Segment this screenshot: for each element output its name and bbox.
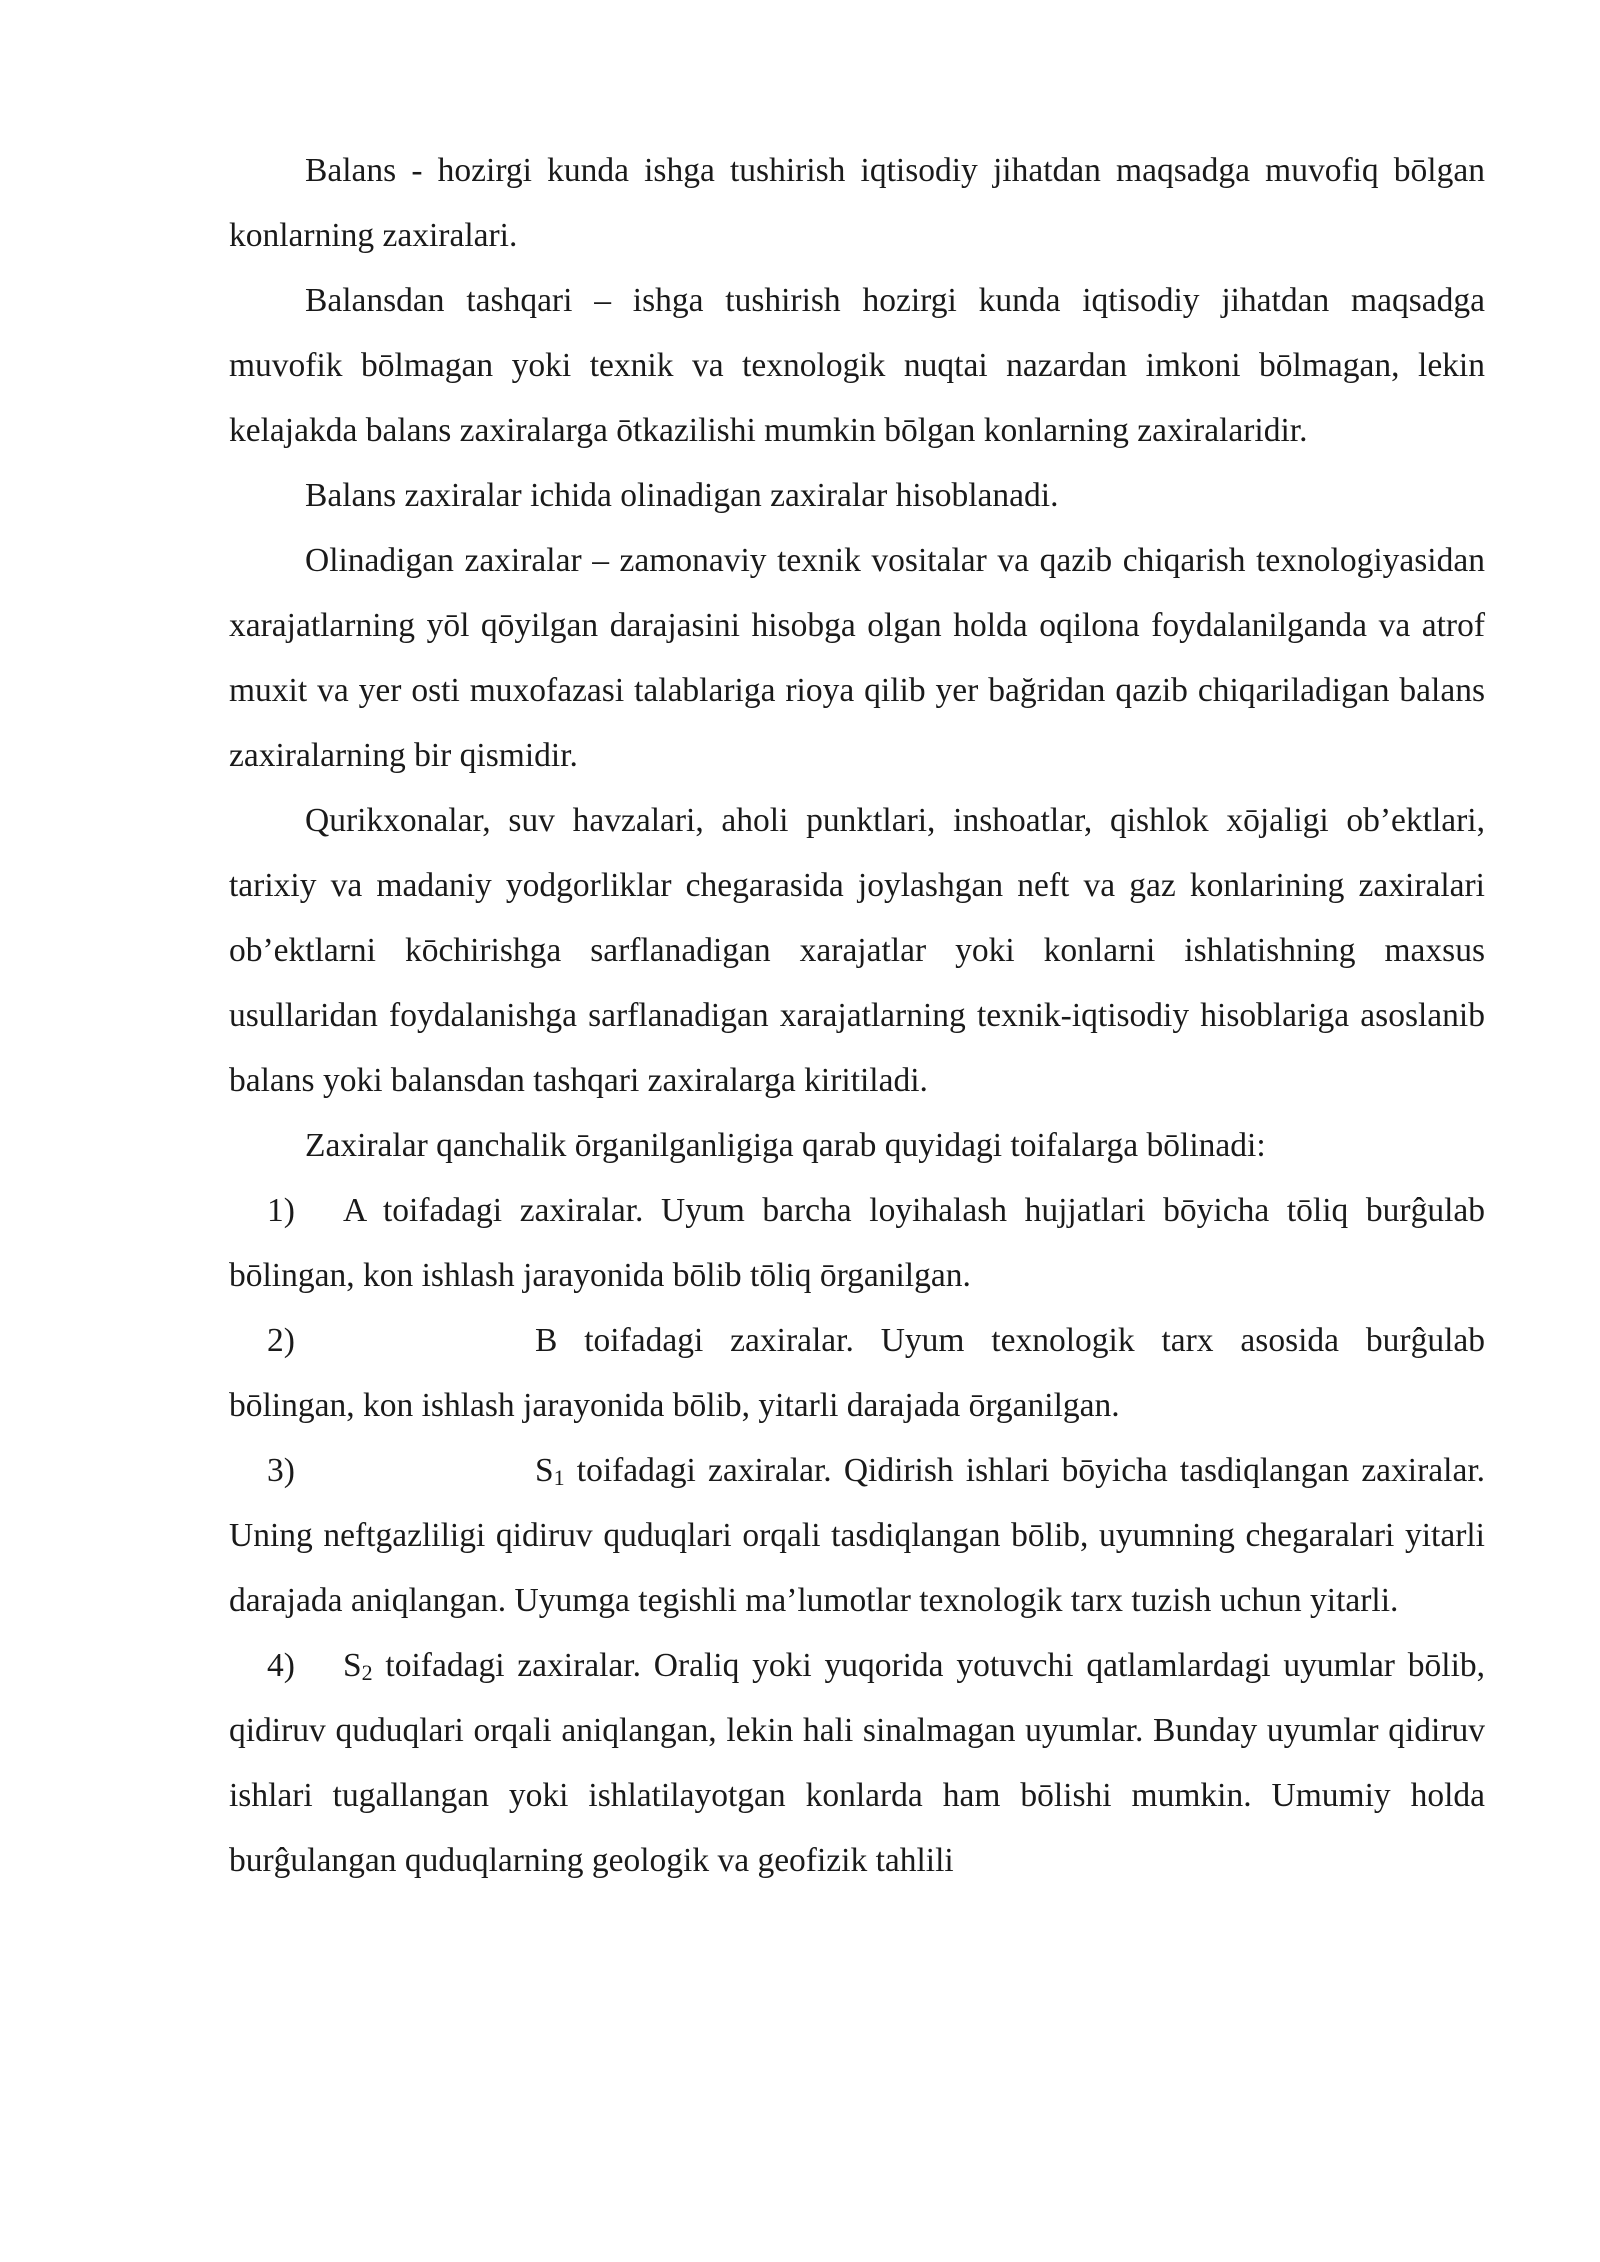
- list-item-a: [229, 1178, 1485, 1308]
- paragraph-qurikxonalar: Qurikxonalar, suv havzalari, aholi punktlari, inshoatlar, qishlok xōjaligi ob’ektlari, tarixiy va madaniy yodgorliklar chegarasida joylashgan neft va gaz konlarining zaxiralari ob’ektlarni kōchirishga sarflanadigan xarajatlar yoki konlarni ishlatishning maxsus usullaridan foydalanishga sarflanadigan xarajatlarning texnik-iqtisodiy hisoblariga asoslanib balans yoki balansdan tashqari zaxiralarga kiritiladi.: [229, 802, 1485, 1099]
- paragraph-balansdan-tashqari: Balansdan tashqari – ishga tushirish hozirgi kunda iqtisodiy jihatdan maqsadga muvofik bōlmagan yoki texnik va texnologik nuqtai nazardan imkoni bōlmagan, lekin kelajakda balans zaxiralarga ōtkazilishi mumkin bōlgan konlarning zaxiralaridir.: [229, 282, 1485, 449]
- list-number: 2): [267, 1322, 295, 1359]
- list-number: 3): [267, 1452, 295, 1489]
- category-letter: S: [343, 1647, 362, 1684]
- category-subscript: 1: [553, 1465, 565, 1490]
- paragraph-balans: Balans - hozirgi kunda ishga tushirish iqtisodiy jihatdan maqsadga muvofiq bōlgan konlarning zaxiralari.: [229, 152, 1485, 254]
- document-page: [229, 138, 1485, 1893]
- list-number: 4): [267, 1647, 295, 1684]
- list-item-text: toifadagi zaxiralar. Uyum texnologik tarx asosida burĝulab bōlingan, kon ishlash jarayonida bōlib, yitarli darajada ōrganilgan.: [229, 1322, 1485, 1424]
- category-letter: B: [535, 1322, 558, 1359]
- list-item-text: toifadagi zaxiralar. Oraliq yoki yuqorida yotuvchi qatlamlardagi uyumlar bōlib, qidiruv quduqlari orqali aniqlangan, lekin hali sinalmagan uyumlar. Bunday uyumlar qidiruv ishlari tugallangan yoki ishlatilayotgan konlarda ham bōlishi mumkin. Umumiy holda burĝulangan quduqlarning geologik va geofizik tahlili: [229, 1647, 1485, 1879]
- paragraph-olinadigan-zaxiralar: Olinadigan zaxiralar – zamonaviy texnik vositalar va qazib chiqarish texnologiyasidan xarajatlarning yōl qōyilgan darajasini hisobga olgan holda oqilona foydalanilganda va atrof muxit va yer osti muxofazasi talablariga rioya qilib yer bağridan qazib chiqariladigan balans zaxiralarning bir qismidir.: [229, 542, 1485, 774]
- list-item-b: [229, 1308, 1485, 1438]
- paragraph-toifalar-intro: Zaxiralar qanchalik ōrganilganligiga qarab quyidagi toifalarga bōlinadi:: [305, 1127, 1266, 1164]
- paragraph-balans-zaxiralar: Balans zaxiralar ichida olinadigan zaxiralar hisoblanadi.: [305, 477, 1059, 514]
- list-item-text: toifadagi zaxiralar. Qidirish ishlari bōyicha tasdiqlangan zaxiralar. Uning neftgazliligi qidiruv quduqlari orqali tasdiqlangan bōlib, uyumning chegaralari yitarli darajada aniqlangan. Uyumga tegishli ma’lumotlar texnologik tarx tuzish uchun yitarli.: [229, 1452, 1485, 1619]
- category-letter: A: [343, 1192, 366, 1229]
- list-item-s2: [229, 1633, 1485, 1893]
- list-number: 1): [267, 1192, 295, 1229]
- list-item-text: toifadagi zaxiralar. Uyum barcha loyihalash hujjatlari bōyicha tōliq burĝulab bōlingan, kon ishlash jarayonida bōlib tōliq ōrganilgan.: [229, 1192, 1485, 1294]
- category-letter: S: [535, 1452, 554, 1489]
- category-subscript: 2: [361, 1660, 373, 1685]
- list-item-s1: [229, 1438, 1485, 1633]
